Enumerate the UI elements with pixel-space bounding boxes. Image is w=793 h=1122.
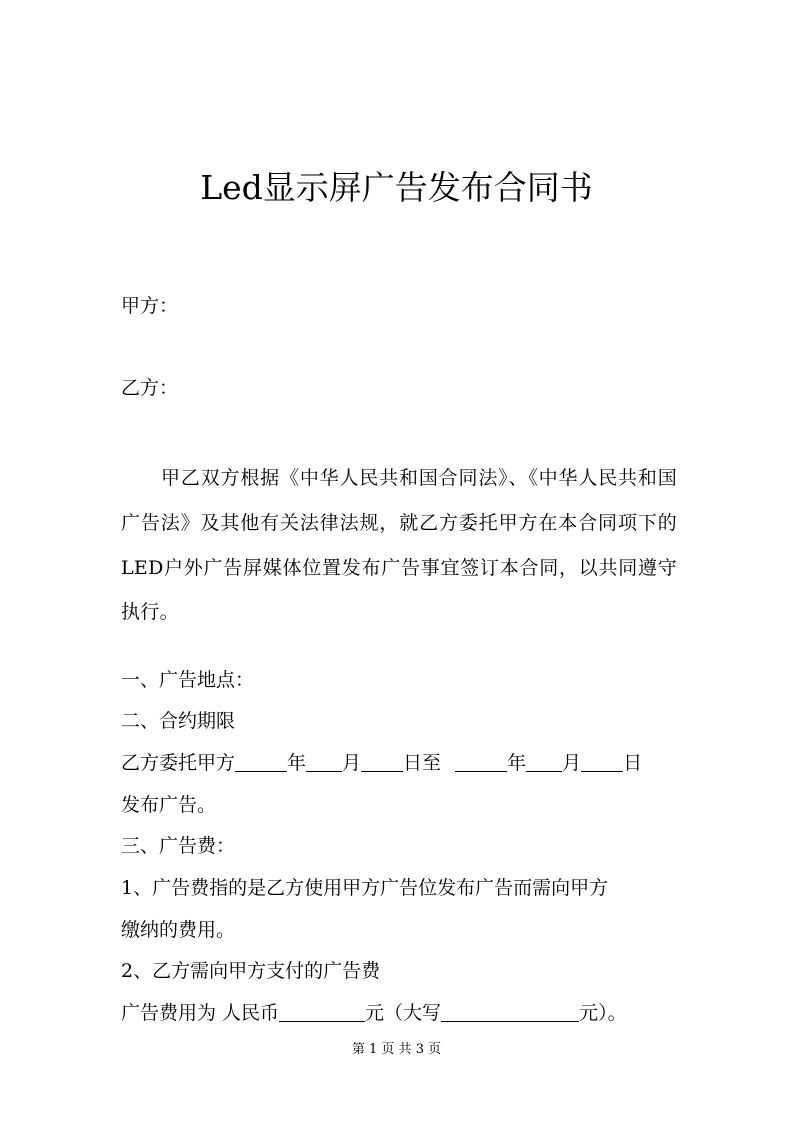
fee-amount-unit-2: 元）。: [579, 1002, 627, 1024]
fee-item-2: 2、乙方需向甲方支付的广告费: [121, 960, 381, 982]
party-b-label: 乙方：: [121, 377, 179, 399]
fee-amount-blank[interactable]: [279, 1001, 365, 1022]
party-a-label: 甲方：: [121, 295, 179, 317]
term-prefix: 乙方委托甲方: [121, 752, 236, 774]
start-year-label: 年: [287, 752, 307, 774]
page-indicator: 第 1 页 共 3 页: [351, 1042, 442, 1057]
fee-amount-unit-1: 元（大写: [365, 1002, 442, 1024]
start-year-blank[interactable]: [235, 751, 287, 772]
end-year-label: 年: [507, 752, 527, 774]
start-day-blank[interactable]: [361, 751, 403, 772]
fee-item-1-line-1: 1、广告费指的是乙方使用甲方广告位发布广告而需向甲方: [121, 877, 609, 899]
section-1-heading: 一、广告地点：: [121, 669, 255, 691]
end-month-blank[interactable]: [526, 751, 562, 772]
start-month-label: 月: [342, 752, 362, 774]
preamble-paragraph: 甲乙双方根据《中华人民共和国合同法》、《中华人民共和国广告法》及其他有关法律法规，就乙方委托甲方在本合同项下的LED户外广告屏媒体位置发布广告事宜签订本合同，以共同遵守执行。: [121, 467, 677, 624]
term-line: [121, 750, 642, 776]
term-suffix: 发布广告。: [121, 794, 217, 816]
end-day-label: 日: [623, 752, 643, 774]
end-year-blank[interactable]: [455, 751, 507, 772]
fee-amount-line: [121, 1000, 627, 1026]
fee-amount-prefix: 广告费用为 人民币: [121, 1002, 280, 1024]
fee-item-1-line-2: 缴纳的费用。: [121, 919, 236, 941]
start-day-label: 日至: [403, 752, 442, 774]
fee-amount-words-blank[interactable]: [441, 1001, 579, 1022]
section-3-heading: 三、广告费：: [121, 835, 236, 857]
document-title: Led显示屏广告发布合同书: [200, 168, 593, 207]
end-day-blank[interactable]: [581, 751, 623, 772]
end-month-label: 月: [562, 752, 582, 774]
start-month-blank[interactable]: [306, 751, 342, 772]
section-2-heading: 二、合约期限: [121, 710, 236, 732]
